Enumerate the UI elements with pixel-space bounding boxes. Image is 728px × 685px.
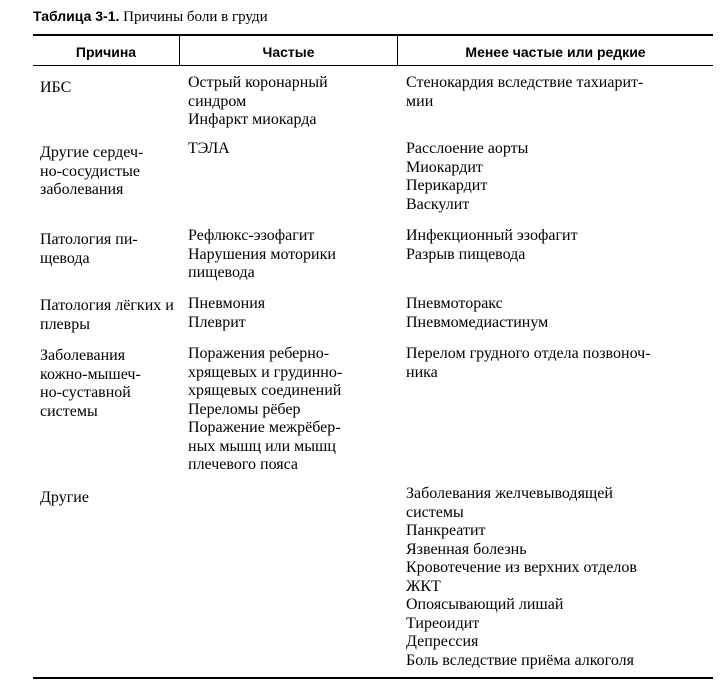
row-1-common: Острый коронарный синдром Инфаркт миокарда (188, 74, 328, 128)
row-4-common: Пневмония Плеврит (188, 295, 266, 331)
caption-title: Причины боли в груди (123, 9, 268, 25)
row-4-rare: Пневмоторакс Пневмомедиастинум (406, 295, 549, 331)
row-4-cause: Патология лёгких и плевры (40, 297, 174, 333)
row-3-common: Рефлюкс-эзофагит Нарушения моторики пищевода (188, 227, 336, 281)
header-rare: Менее частые или редкие (465, 44, 646, 60)
header-cause: Причина (75, 44, 137, 60)
top-rule (33, 34, 713, 36)
row-5-cause: Заболевания кожно-мышеч- но-суставной системы (40, 347, 141, 420)
row-3-rare: Инфекционный эзофагит Разрыв пищевода (406, 227, 578, 263)
row-5-common: Поражения реберно- хрящевых и грудинно- хрящевых соединений Переломы рёбер Поражение межрёбер- ных мышц или мышц плечевого пояса (188, 345, 343, 473)
table-caption (33, 8, 268, 26)
row-1-cause: ИБС (40, 79, 72, 96)
row-2-rare: Расслоение аорты Миокардит Перикардит Васкулит (406, 140, 529, 213)
row-5-rare: Перелом грудного отдела позвоноч- ника (406, 345, 651, 381)
row-1-rare: Стенокардия вследствие тахиарит- мии (406, 74, 644, 110)
row-2-cause: Другие сердеч- но-сосудистые заболевания (40, 144, 144, 198)
header-rule (33, 65, 713, 66)
row-6-cause: Другие (40, 489, 89, 506)
header-common: Частые (262, 44, 315, 60)
row-3-cause: Патология пи- щевода (40, 231, 138, 267)
row-6-rare: Заболевания желчевыводящей системы Панкреатит Язвенная болезнь Кровотечение из верхних отделов ЖКТ Опоясывающий лишай Тиреоидит Депрессия Боль вследствие приёма алкоголя (406, 485, 637, 669)
caption-number: Таблица 3-1. (33, 8, 120, 24)
bottom-rule (33, 677, 713, 679)
row-2-common: ТЭЛА (188, 140, 230, 157)
